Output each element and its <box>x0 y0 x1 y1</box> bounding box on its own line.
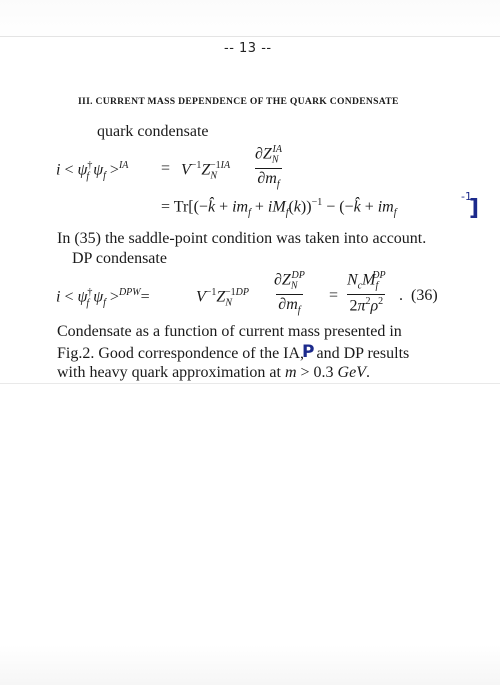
equation-ia-lhs: $i < \psi^\dagger_f$ $\psi_f >^{IA}$ <box>56 160 129 182</box>
page-top-edge <box>0 36 500 37</box>
page-number: -- 13 -- <box>224 41 272 56</box>
paragraph-quark-condensate: quark condensate <box>97 123 209 140</box>
equation-dp-period: . <box>399 287 403 304</box>
paragraph-saddle-point: In (35) the saddle-point condition was taken into account. <box>57 230 427 247</box>
section-heading: III. CURRENT MASS DEPENDENCE OF THE QUARK CONDENSATE <box>78 96 399 107</box>
equation-dp-fraction-result: $N_cM_f^{DP}$ $2\pi^2\rho^2$ <box>347 270 386 314</box>
paragraph-dp-condensate: DP condensate <box>72 250 167 267</box>
equation-dp-equals: = <box>329 287 339 304</box>
paragraph-condensate-line-2 <box>57 343 409 364</box>
equation-ia-fraction: $\partial Z_N^{IA}$ $\partial m_f$ <box>255 144 282 190</box>
equation-ia-trace-line: = Tr[(−k̂ + $im_f + iM_f(k))^{-1}$ − (−k̂ + $im_f$ <box>161 197 397 219</box>
equation-dp-fraction-derivative: $\partial Z_N^{DP}$ $\partial m_f$ <box>274 270 305 316</box>
paragraph-condensate-line-2a: Fig.2. Good correspondence of the IA, <box>57 345 305 362</box>
inline-math-mass-threshold: m > 0.3 GeV. <box>284 364 370 381</box>
equation-ia-equals: = <box>161 160 171 177</box>
paragraph-end-rule <box>0 383 500 384</box>
equation-number: (36) <box>411 287 438 304</box>
equation-dp-rhs-prefix: $V^{-1}Z_N^{-1DP}$ <box>196 287 249 309</box>
handwritten-exponent: -1 <box>461 190 472 203</box>
paragraph-condensate-line-2b: and DP results <box>316 345 410 362</box>
paragraph-condensate-line-3a: with heavy quark approximation at <box>57 364 281 381</box>
paragraph-condensate-line-1: Condensate as a function of current mass presented in <box>57 323 402 340</box>
paragraph-condensate-line-3 <box>57 363 370 383</box>
handwritten-bracket: ] <box>469 196 480 221</box>
equation-ia-rhs-prefix: $V^{-1}Z_N^{-1IA}$ <box>181 160 231 182</box>
equation-dp-lhs: $i < \psi^\dagger_f$ $\psi_f >^{DPW}=$ <box>56 287 150 309</box>
handwritten-insert-p: P <box>302 342 315 362</box>
